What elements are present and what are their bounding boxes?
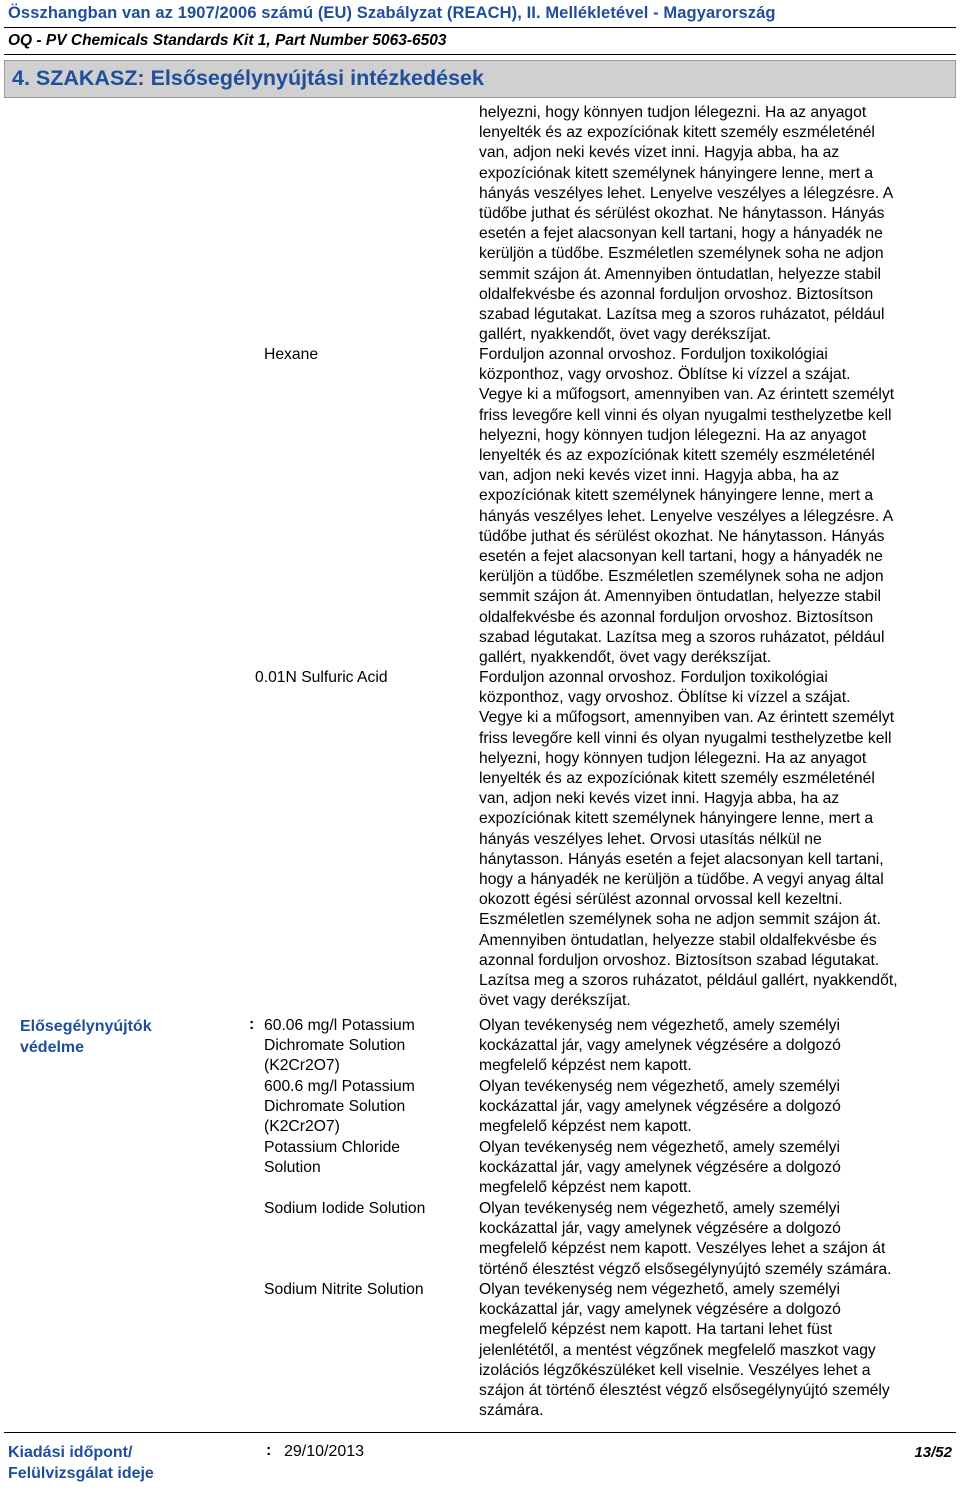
text-line: szabad légutakat. Lazítsa meg a szoros ruházatot, például: [479, 628, 885, 646]
text-line: Olyan tevékenység nem végezhető, amely személyi: [479, 1017, 840, 1034]
substance-name-line: Dichromate Solution: [264, 1037, 406, 1055]
text-line: hányás veszélyes lehet. Orvosi utasítás nélkül ne: [479, 830, 822, 848]
text-line: Vegye ki a műfogsort, amennyiben van. Az érintett személyt: [479, 709, 895, 727]
text-line: friss levegőre kell vinni és olyan nyugalmi testhelyzetbe kell: [479, 406, 892, 424]
text-line: kerüljön a tüdőbe. Eszméletlen személynek soha ne adjon: [479, 568, 884, 586]
text-line: azonnal forduljon orvoshoz. Biztosítson szabad légutakat.: [479, 951, 880, 969]
label-colon: :: [249, 1016, 255, 1033]
text-line: tüdőbe juthat és sérülést okozhat. Ne hánytasson. Hányás: [479, 527, 885, 545]
text-line: esetén a fejet alacsonyan kell tartani, hogy a hányadék ne: [479, 225, 883, 243]
text-line: szájon át történő élesztést végző elsősegélynyújtó személy: [479, 1382, 890, 1399]
text-line: Forduljon azonnal orvoshoz. Forduljon toxikológiai: [479, 669, 828, 686]
text-line: expozíciónak kitett személynek hányingere lenne, mert a: [479, 487, 874, 505]
text-line: gallért, nyakkendőt, övet vagy derékszíjat.: [479, 326, 772, 344]
text-line: izolációs légzőkészüléket kell viselnie. Veszélyes lehet a: [479, 1361, 871, 1379]
substance-name-line: Sodium Nitrite Solution: [264, 1281, 424, 1298]
substance-name-line: 60.06 mg/l Potassium: [264, 1017, 415, 1034]
footer-divider: [4, 1432, 956, 1433]
section-title: 4. SZAKASZ: Elsősegélynyújtási intézkedések: [12, 66, 484, 90]
header-divider: [4, 54, 956, 55]
text-line: szabad légutakat. Lazítsa meg a szoros ruházatot, például: [479, 306, 885, 323]
section-title-bar: [4, 60, 956, 98]
text-line: lenyelték és az expozíciónak kitett személy eszméleténél: [479, 447, 875, 464]
text-line: Forduljon azonnal orvoshoz. Forduljon toxikológiai: [479, 346, 828, 363]
issue-date-label: Felülvizsgálat ideje: [8, 1465, 154, 1482]
text-line: lenyelték és az expozíciónak kitett személy eszméleténél: [479, 124, 875, 142]
substance-name-sulfuric-acid: 0.01N Sulfuric Acid: [255, 669, 388, 686]
text-line: hányás veszélyes lehet. Lenyelve veszélyes a lélegzésre. A: [479, 507, 894, 525]
text-line: Olyan tevékenység nem végezhető, amely személyi: [479, 1139, 840, 1156]
text-line: expozíciónak kitett személynek hányingere lenne, mert a: [479, 810, 874, 828]
product-header: OQ - PV Chemicals Standards Kit 1, Part Number 5063-6503: [8, 32, 447, 49]
substance-name-line: Sodium Iodide Solution: [264, 1200, 426, 1217]
text-line: oldalfekvésbe és azonnal forduljon orvoshoz. Biztosítson: [479, 285, 874, 303]
text-line: kockázattal jár, vagy amelynek végzésére a dolgozó: [479, 1220, 841, 1238]
text-line: hogy a hányadék ne kerüljön a tüdőbe. A vegyi anyag által: [479, 871, 884, 888]
page-number: 13/52: [914, 1444, 952, 1461]
text-line: Lazítsa meg a szoros ruházatot, például gallért, nyakkendőt,: [479, 972, 898, 989]
text-line: helyezni, hogy könnyen tudjon lélegezni. Ha az anyagot: [479, 749, 867, 767]
text-line: van, adjon neki kevés vizet inni. Hagyja abba, ha az: [479, 790, 840, 808]
label-colon: :: [266, 1442, 272, 1459]
text-line: van, adjon neki kevés vizet inni. Hagyja abba, ha az: [479, 144, 840, 162]
issue-date-label: Kiadási időpont/: [8, 1444, 133, 1461]
text-line: hánytasson. Hányás esetén a fejet alacsonyan kell tartani,: [479, 850, 884, 868]
text-line: számára.: [479, 1402, 544, 1420]
text-line: helyezni, hogy könnyen tudjon lélegezni. Ha az anyagot: [479, 104, 867, 121]
text-line: hányás veszélyes lehet. Lenyelve veszélyes a lélegzésre. A: [479, 184, 894, 202]
text-line: esetén a fejet alacsonyan kell tartani, hogy a hányadék ne: [479, 548, 883, 565]
text-line: kockázattal jár, vagy amelynek végzésére a dolgozó: [479, 1098, 841, 1116]
text-line: semmit szájon át. Amennyiben öntudatlan, helyezze stabil: [479, 265, 881, 283]
substance-name-line: Potassium Chloride: [264, 1139, 401, 1156]
text-line: oldalfekvésbe és azonnal forduljon orvoshoz. Biztosítson: [479, 608, 874, 626]
text-line: okozott égési sérülést azonnal orvossal kell kezeltni.: [479, 891, 843, 909]
text-line: Vegye ki a műfogsort, amennyiben van. Az érintett személyt: [479, 386, 895, 404]
text-line: megfelelő képzést nem kapott. Ha tartani lehet füst: [479, 1321, 833, 1339]
text-line: kockázattal jár, vagy amelynek végzésére a dolgozó: [479, 1037, 841, 1055]
text-line: jelenlététől, a mentést végzőnek megfelelő maszkot vagy: [479, 1341, 876, 1359]
substance-name-hexane: Hexane: [264, 346, 319, 363]
text-line: központhoz, vagy orvoshoz. Öblítse ki vízzel a szájat.: [479, 366, 851, 384]
text-line: kockázattal jár, vagy amelynek végzésére a dolgozó: [479, 1159, 841, 1177]
header-divider: [4, 27, 956, 28]
substance-name-line: 600.6 mg/l Potassium: [264, 1078, 415, 1095]
substance-name-line: (K2Cr2O7): [264, 1057, 340, 1075]
text-line: Olyan tevékenység nem végezhető, amely személyi: [479, 1281, 840, 1298]
substance-name-line: (K2Cr2O7): [264, 1118, 340, 1136]
text-line: expozíciónak kitett személynek hányingere lenne, mert a: [479, 164, 874, 182]
text-line: központhoz, vagy orvoshoz. Öblítse ki vízzel a szájat.: [479, 689, 851, 707]
text-line: lenyelték és az expozíciónak kitett személy eszméleténél: [479, 770, 875, 787]
substance-name-line: Dichromate Solution: [264, 1098, 406, 1116]
protection-label: védelme: [20, 1039, 85, 1056]
text-line: kerüljön a tüdőbe. Eszméletlen személynek soha ne adjon: [479, 245, 884, 263]
issue-date-value: 29/10/2013: [284, 1443, 365, 1460]
text-line: semmit szájon át. Amennyiben öntudatlan, helyezze stabil: [479, 588, 881, 606]
text-line: övet vagy derékszíjat.: [479, 992, 631, 1010]
text-line: Olyan tevékenység nem végezhető, amely személyi: [479, 1200, 840, 1217]
text-line: Amennyiben öntudatlan, helyezze stabil oldalfekvésbe és: [479, 931, 877, 949]
text-line: helyezni, hogy könnyen tudjon lélegezni. Ha az anyagot: [479, 426, 867, 444]
text-line: megfelelő képzést nem kapott.: [479, 1118, 692, 1136]
text-line: van, adjon neki kevés vizet inni. Hagyja abba, ha az: [479, 467, 840, 485]
substance-name-line: Solution: [264, 1159, 321, 1177]
text-line: kockázattal jár, vagy amelynek végzésére a dolgozó: [479, 1301, 841, 1319]
text-line: friss levegőre kell vinni és olyan nyugalmi testhelyzetbe kell: [479, 729, 892, 747]
text-line: Olyan tevékenység nem végezhető, amely személyi: [479, 1078, 840, 1095]
text-line: történő élesztést végző elsősegélynyújtó személy számára.: [479, 1260, 892, 1278]
protection-label: Elősegélynyújtók: [20, 1018, 152, 1035]
text-line: tüdőbe juthat és sérülést okozhat. Ne hánytasson. Hányás: [479, 205, 885, 222]
text-line: megfelelő képzést nem kapott. Veszélyes lehet a szájon át: [479, 1240, 886, 1258]
text-line: megfelelő képzést nem kapott.: [479, 1179, 692, 1197]
text-line: Eszméletlen személynek soha ne adjon semmit szájon át.: [479, 911, 881, 929]
text-line: megfelelő képzést nem kapott.: [479, 1057, 692, 1075]
text-line: gallért, nyakkendőt, övet vagy derékszíjat.: [479, 649, 772, 666]
regulation-header: Összhangban van az 1907/2006 számú (EU) Szabályzat (REACH), II. Mellékletével - Magyarország: [8, 4, 776, 22]
